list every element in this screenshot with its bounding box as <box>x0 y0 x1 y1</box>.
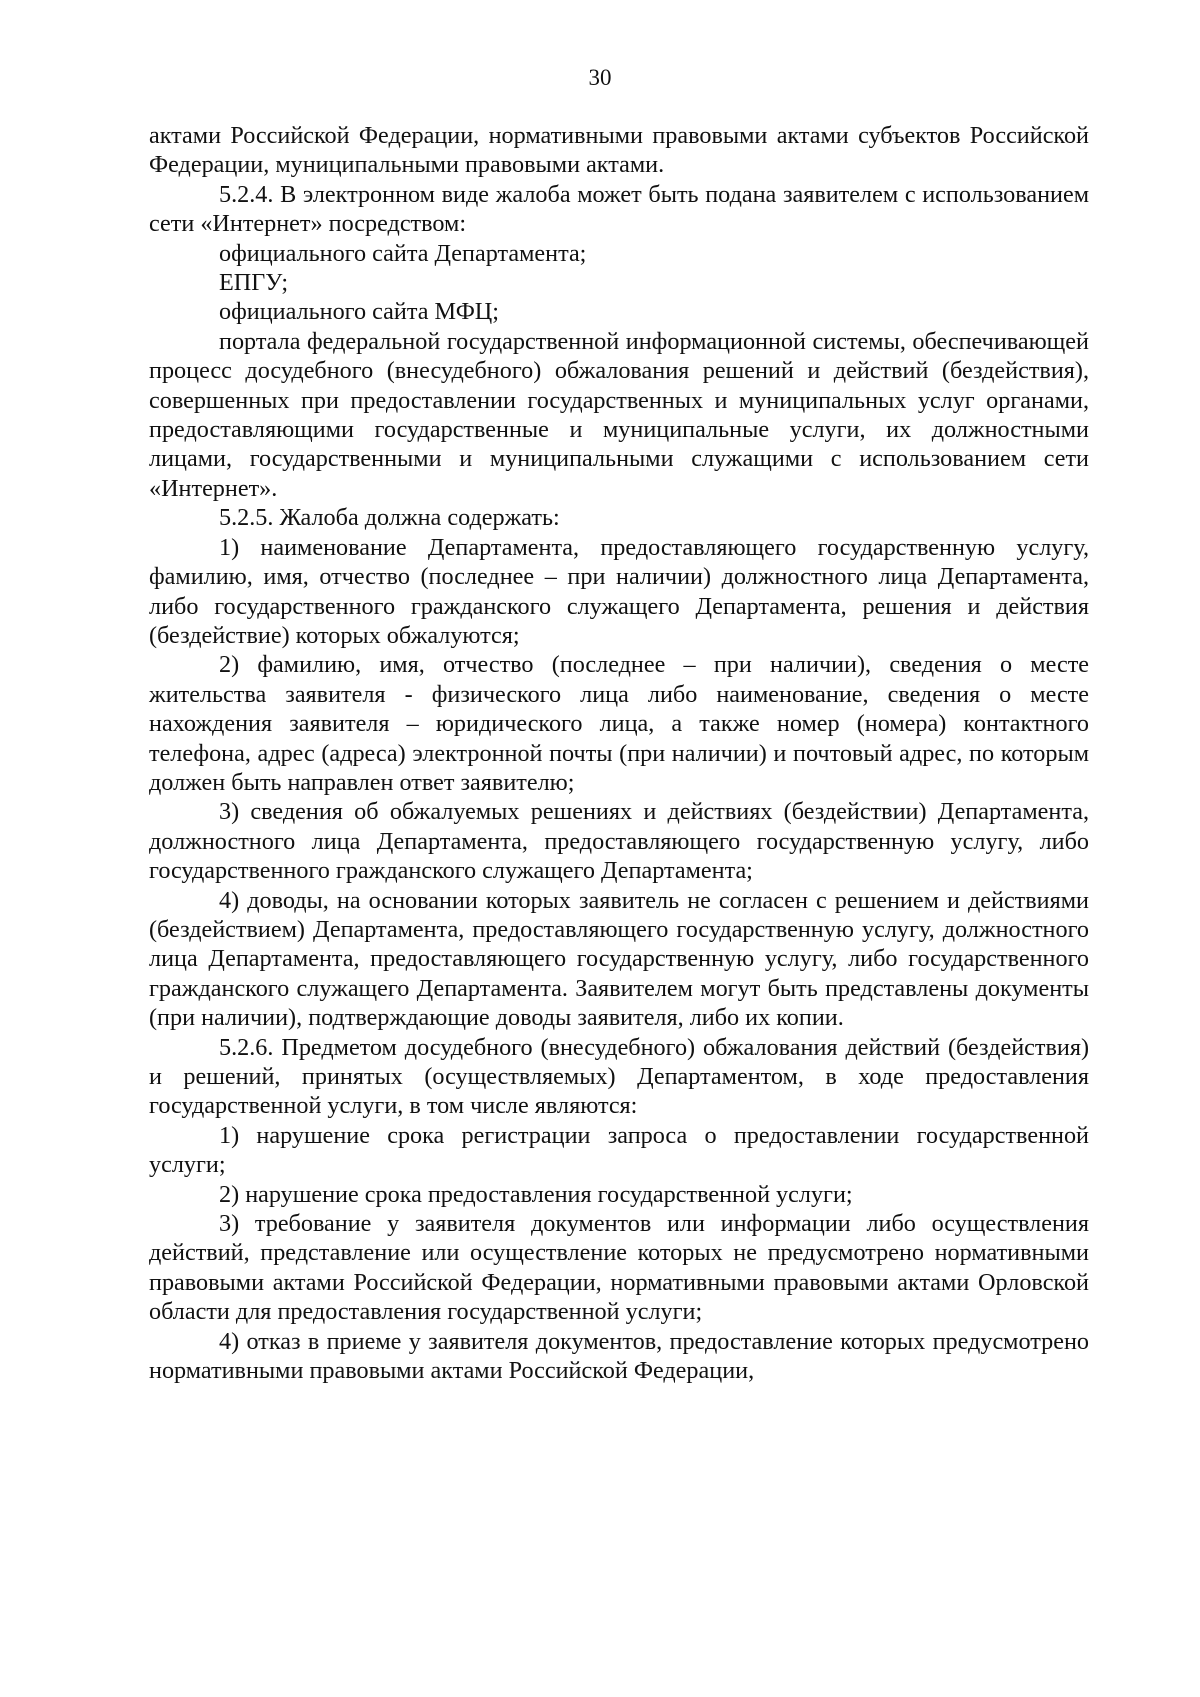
list-item: 4) доводы, на основании которых заявитель не согласен с решением и действиями (бездействием) Департамента, предоставляющего государственную услугу, должностного лица Департамента, предоставляющего государственную услугу, либо государственного гражданского служащего Департамента. Заявителем могут быть представлены документы (при наличии), подтверждающие доводы заявителя, либо их копии. <box>149 886 1089 1032</box>
document-body <box>149 121 1089 1385</box>
list-item: ЕПГУ; <box>219 269 289 297</box>
list-item: 2) фамилию, имя, отчество (последнее – при наличии), сведения о месте жительства заявителя - физического лица либо наименование, сведения о месте нахождения заявителя – юридического лица, а также номер (номера) контактного телефона, адрес (адреса) электронной почты (при наличии) и почтовый адрес, по которым должен быть направлен ответ заявителю; <box>149 651 1089 796</box>
page-number: 30 <box>588 65 612 90</box>
paragraph: 5.2.5. Жалоба должна содержать: <box>219 504 560 532</box>
list-item: 3) требование у заявителя документов или информации либо осуществления действий, представление или осуществление которых не предусмотрено нормативными правовыми актами Российской Федерации, нормативными правовыми актами Орловской области для предоставления государственной услуги; <box>149 1210 1089 1326</box>
paragraph: 5.2.6. Предметом досудебного (внесудебного) обжалования действий (бездействия) и решений, принятых (осуществляемых) Департаментом, в ходе предоставления государственной услуги, в том числе являются: <box>149 1033 1089 1120</box>
list-item: официального сайта МФЦ; <box>219 298 499 326</box>
list-item: 1) нарушение срока регистрации запроса о предоставлении государственной услуги; <box>149 1121 1089 1179</box>
list-item: 1) наименование Департамента, предоставляющего государственную услугу, фамилию, имя, отчество (последнее – при наличии) должностного лица Департамента, либо государственного гражданского служащего Департамента, решения и действия (бездействие) которых обжалуются; <box>149 533 1089 649</box>
list-item: 3) сведения об обжалуемых решениях и действиях (бездействии) Департамента, должностного лица Департамента, предоставляющего государственную услугу, либо государственного гражданского служащего Департамента; <box>149 798 1089 885</box>
list-item: официального сайта Департамента; <box>219 239 587 267</box>
list-item: 2) нарушение срока предоставления государственной услуги; <box>219 1180 853 1208</box>
paragraph: актами Российской Федерации, нормативными правовыми актами субъектов Российской Федерации, муниципальными правовыми актами. <box>149 122 1089 179</box>
list-item: 4) отказ в приеме у заявителя документов, предоставление которых предусмотрено нормативными правовыми актами Российской Федерации, <box>149 1327 1089 1385</box>
paragraph: 5.2.4. В электронном виде жалоба может быть подана заявителем с использованием сети «Интернет» посредством: <box>149 180 1089 238</box>
list-item: портала федеральной государственной информационной системы, обеспечивающей процесс досудебного (внесудебного) обжалования решений и действий (бездействия), совершенных при предоставлении государственных и муниципальных услуг органами, предоставляющими государственные и муниципальные услуги, их должностными лицами, государственными и муниципальными служащими с использованием сети «Интернет». <box>149 327 1089 502</box>
